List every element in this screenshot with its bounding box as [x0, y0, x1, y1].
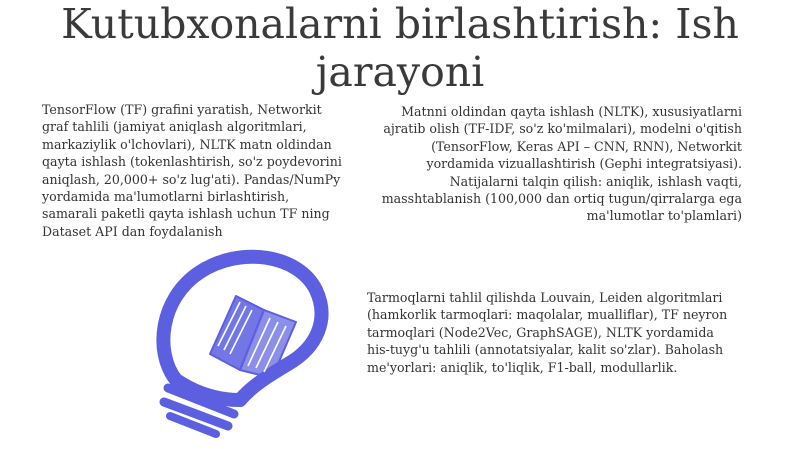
left-text-block: TensorFlow (TF) grafini yaratish, Networkit graf tahlili (jamiyat aniqlash algoritmlari, markaziylik o'lchovlari), NLTK matn oldindan qayta ishlash (tokenlashtirish, so'z poydevorini aniqlash, 20,000+ so'z lug'ati). Pandas/NumPy yordamida ma'lumotlarni birlashtirish, samarali paketli qayta ishlash uchun TF ning Dataset API dan foydalanish	[42, 102, 342, 239]
right-text-block: Matnni oldindan qayta ishlash (NLTK), xususiyatlarni ajratib olish (TF-IDF, so'z ko'milmalari), modelni o'qitish (TensorFlow, Keras API – CNN, RNN), Networkit yordamida vizuallashtirish (Gephi integratsiyasi). Natijalarni talqin qilish: aniqlik, ishlash vaqti, masshtablanish (100,000 dan ortiq tugun/qirralarga ega ma'lumotlar to'plamlari)	[381, 104, 742, 224]
slide-title: Kutubxonalarni birlashtirish: Ish jarayoni	[61, 0, 739, 96]
lightbulb-with-book-icon	[140, 238, 330, 438]
bottom-text-block: Tarmoqlarni tahlil qilishda Louvain, Leiden algoritmlari (hamkorlik tarmoqlari: maqolalar, mualliflar), TF neyron tarmoqlari (Node2Vec, GraphSAGE), NLTK yordamida his-tuyg'u tahlili (annotatsiyalar, kalit so'zlar). Baholash me'yorlari: aniqlik, to'liqlik, F1-ball, modullarlik.	[367, 290, 728, 375]
